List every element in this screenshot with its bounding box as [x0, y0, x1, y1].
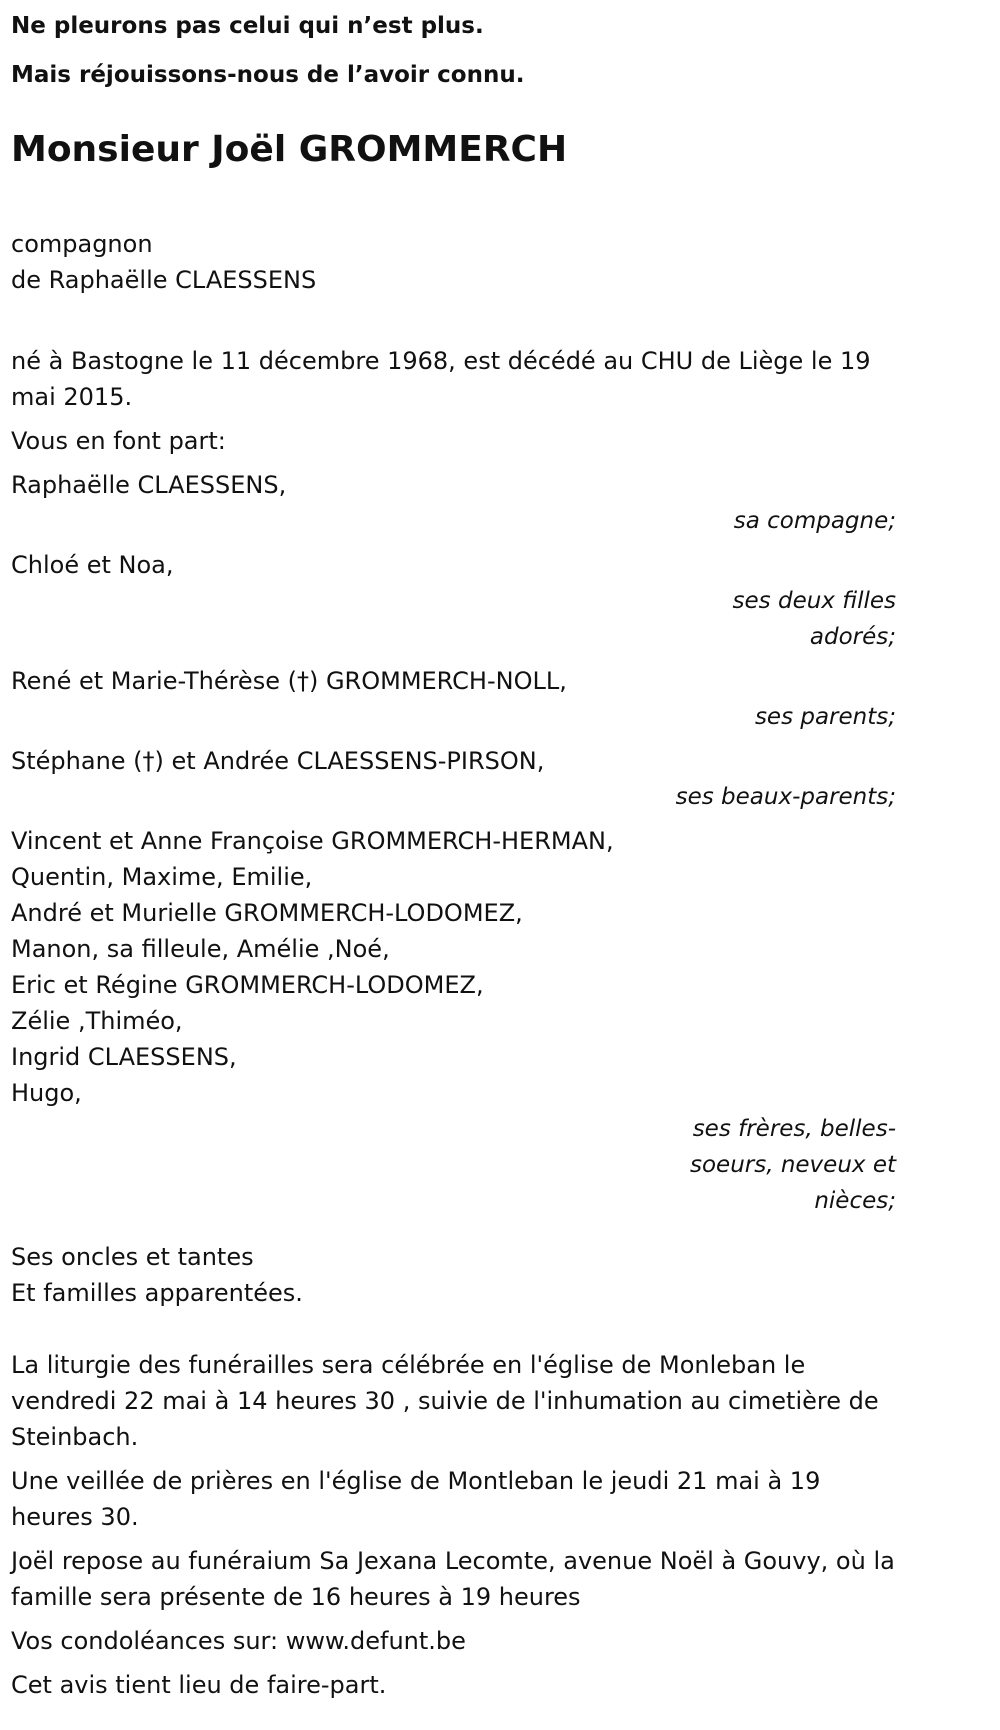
notice-line: Cet avis tient lieu de faire-part.	[11, 1671, 387, 1699]
relation	[11, 226, 896, 298]
sibling-line: Ingrid CLAESSENS,	[11, 1043, 237, 1071]
funeral-details: La liturgie des funérailles sera célébrée en l'église de Monleban le vendredi 22 mai à 14 heures 30 , suivie de l'inhumation au cimetière de Steinbach.	[11, 1351, 879, 1451]
condolences-line: Vos condoléances sur: www.defunt.be	[11, 1627, 466, 1655]
extended-family	[11, 1239, 896, 1311]
mourner-entry	[11, 547, 896, 655]
sibling-line: Vincent et Anne Françoise GROMMERCH-HERMAN,	[11, 827, 614, 855]
resting-place-details: Joël repose au funéraium Sa Jexana Lecomte, avenue Noël à Gouvy, où la famille sera présente de 16 heures à 19 heures	[11, 1547, 895, 1611]
mourner-entry	[11, 663, 896, 735]
siblings-role: ses frères, belles-soeurs, neveux et nièces;	[689, 1116, 896, 1214]
mourner-role: ses beaux-parents;	[675, 784, 896, 810]
mourner-name: Raphaëlle CLAESSENS,	[11, 471, 287, 499]
mourner-role: ses deux filles adorés;	[732, 588, 896, 650]
siblings-entry	[11, 823, 896, 1219]
sibling-line: Hugo,	[11, 1079, 82, 1107]
epigraph-line-2: Mais réjouissons-nous de l’avoir connu.	[11, 62, 525, 88]
sibling-line: Zélie ,Thiméo,	[11, 1007, 183, 1035]
mourner-name: René et Marie-Thérèse (†) GROMMERCH-NOLL,	[11, 667, 567, 695]
mourner-role: sa compagne;	[733, 508, 896, 534]
birth-death-text: né à Bastogne le 11 décembre 1968, est décédé au CHU de Liège le 19 mai 2015.	[11, 347, 871, 411]
relation-line-2: de Raphaëlle CLAESSENS	[11, 266, 317, 294]
mourner-entry	[11, 467, 896, 539]
epigraph-line-1: Ne pleurons pas celui qui n’est plus.	[11, 13, 484, 39]
relation-line-1: compagnon	[11, 230, 153, 258]
sibling-line: Manon, sa filleule, Amélie ,Noé,	[11, 935, 390, 963]
sibling-line: André et Murielle GROMMERCH-LODOMEZ,	[11, 899, 523, 927]
epigraph	[11, 0, 896, 100]
mourner-name: Chloé et Noa,	[11, 551, 174, 579]
announce-intro: Vous en font part:	[11, 427, 226, 455]
mourner-role: ses parents;	[754, 704, 896, 730]
extended-family-line-1: Ses oncles et tantes	[11, 1243, 254, 1271]
sibling-line: Quentin, Maxime, Emilie,	[11, 863, 313, 891]
vigil-details: Une veillée de prières en l'église de Montleban le jeudi 21 mai à 19 heures 30.	[11, 1467, 821, 1531]
mourner-entry	[11, 743, 896, 815]
sibling-line: Eric et Régine GROMMERCH-LODOMEZ,	[11, 971, 484, 999]
extended-family-line-2: Et familles apparentées.	[11, 1279, 303, 1307]
mourner-name: Stéphane (†) et Andrée CLAESSENS-PIRSON,	[11, 747, 545, 775]
deceased-name: Monsieur Joël GROMMERCH	[11, 129, 568, 170]
